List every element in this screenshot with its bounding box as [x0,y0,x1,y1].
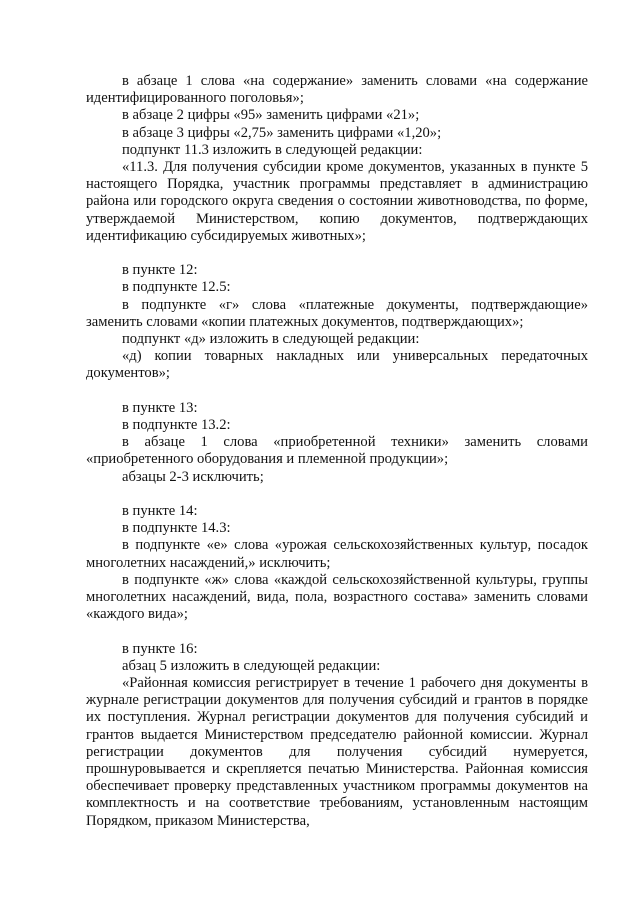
paragraph: подпункт «д» изложить в следующей редакции: [122,331,420,348]
paragraph-gap [86,245,588,262]
paragraph: подпункт 11.3 изложить в следующей редакции: [122,141,423,158]
paragraph-gap [86,623,588,640]
paragraph-gap [86,486,588,503]
paragraph: в подпункте «г» слова «платежные документы, подтверждающие» заменить словами «копии платежных документов, подтверждающих»; [86,296,588,330]
paragraph: «11.3. Для получения субсидии кроме документов, указанных в пункте 5 настоящего Порядка, участник программы представляет в администрацию района или городского округа сведения о состоянии животноводства, по форме, утверждаемой Министерством, копию документов, подтверждающих идентификацию субсидируемых животных»; [86,159,588,244]
paragraph: в пункте 14: [122,503,198,520]
paragraph: в абзаце 1 слова «на содержание» заменить словами «на содержание идентифицированного поголовья»; [86,73,588,107]
paragraph: в подпункте 13.2: [122,417,231,434]
paragraph: в абзаце 2 цифры «95» заменить цифрами «21»; [122,107,420,124]
paragraph: в подпункте 14.3: [122,520,231,537]
paragraph: «Районная комиссия регистрирует в течение 1 рабочего дня документы в журнале регистрации документов для получения субсидий и грантов в порядке их поступления. Журнал регистрации документов для получения субсидий и грантов выдается Министерством председателю районной комиссии. Журнал регистрации документов для получения субсидий нумеруется, прошнуровывается и скрепляется печатью Министерства. Районная комиссия обеспечивает проверку представленных участником программы документов на комплектность и на соответствие требованиям, установленным настоящим Порядком, приказом Министерства, [86,675,588,829]
paragraph: в подпункте «е» слова «урожая сельскохозяйственных культур, посадок многолетних насаждений,» исключить; [86,537,588,571]
paragraph: в абзаце 1 слова «приобретенной техники» заменить словами «приобретенного оборудования и племенной продукции»; [86,434,588,468]
paragraph: в подпункте 12.5: [122,279,231,296]
paragraph-gap [86,383,588,400]
paragraph: в абзаце 3 цифры «2,75» заменить цифрами «1,20»; [122,124,442,141]
paragraph: абзацы 2-3 исключить; [122,468,264,485]
paragraph: в пункте 16: [122,640,198,657]
paragraph: в подпункте «ж» слова «каждой сельскохозяйственной культуры, группы многолетних насаждений, вида, пола, возрастного состава» заменить словами «каждого вида»; [86,571,588,623]
paragraph: в пункте 13: [122,399,198,416]
paragraph: в пункте 12: [122,262,198,279]
document-body [86,73,588,830]
paragraph: «д) копии товарных накладных или универсальных передаточных документов»; [86,348,588,382]
paragraph: абзац 5 изложить в следующей редакции: [122,657,381,674]
